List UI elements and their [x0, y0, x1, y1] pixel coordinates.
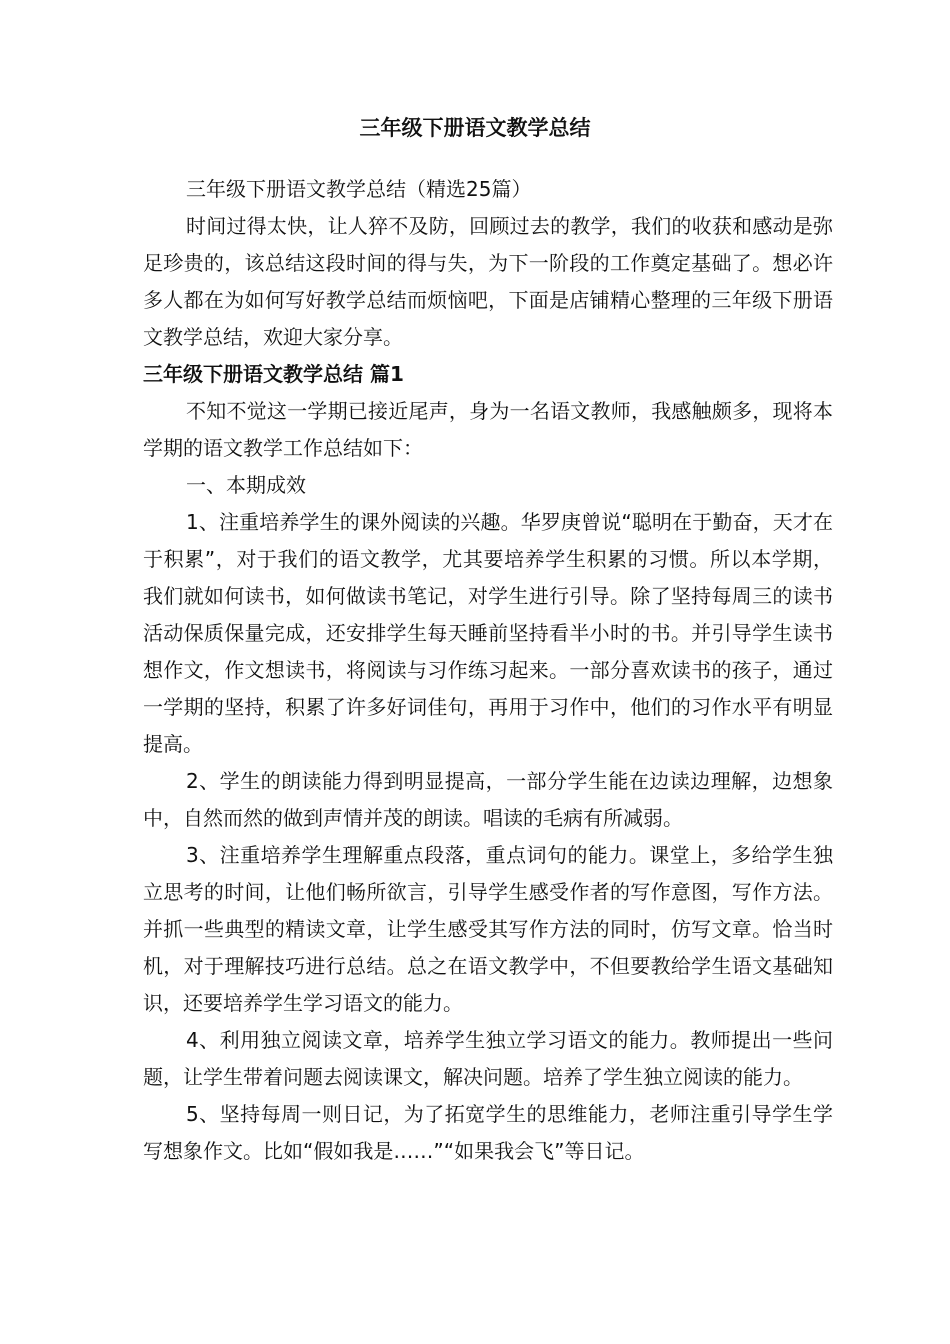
paragraph-opening: 不知不觉这一学期已接近尾声，身为一名语文教师，我感触颇多，现将本学期的语文教学工作总结如下： [143, 399, 833, 460]
paragraph-item-2: 2、学生的朗读能力得到明显提高，一部分学生能在边读边理解，边想象中，自然而然的做到声情并茂的朗读。唱读的毛病有所减弱。 [143, 769, 833, 830]
document-body [143, 171, 833, 1170]
document-title: 三年级下册语文教学总结 [359, 116, 591, 140]
paragraph-results-heading: 一、本期成效 [186, 473, 306, 497]
intro-paragraph: 时间过得太快，让人猝不及防，回顾过去的教学，我们的收获和感动是弥足珍贵的，该总结这段时间的得与失，为下一阶段的工作奠定基础了。想必许多人都在为如何写好教学总结而烦恼吧，下面是店铺精心整理的三年级下册语文教学总结，欢迎大家分享。 [143, 214, 833, 349]
subtitle-paragraph: 三年级下册语文教学总结（精选25篇） [186, 177, 532, 201]
paragraph-item-1: 1、注重培养学生的课外阅读的兴趣。华罗庚曾说“聪明在于勤奋，天才在于积累”，对于我们的语文教学，尤其要培养学生积累的习惯。所以本学期，我们就如何读书，如何做读书笔记，对学生进行引导。除了坚持每周三的读书活动保质保量完成，还安排学生每天睡前坚持看半小时的书。并引导学生读书想作文，作文想读书，将阅读与习作练习起来。一部分喜欢读书的孩子，通过一学期的坚持，积累了许多好词佳句，再用于习作中，他们的习作水平有明显提高。 [143, 510, 833, 756]
paragraph-item-3: 3、注重培养学生理解重点段落，重点词句的能力。课堂上，多给学生独立思考的时间，让他们畅所欲言，引导学生感受作者的写作意图，写作方法。并抓一些典型的精读文章，让学生感受其写作方法的同时，仿写文章。恰当时机，对于理解技巧进行总结。总之在语文教学中，不但要教给学生语文基础知识，还要培养学生学习语文的能力。 [143, 843, 833, 1015]
paragraph-item-5: 5、坚持每周一则日记，为了拓宽学生的思维能力，老师注重引导学生学写想象作文。比如“假如我是……”“如果我会飞”等日记。 [143, 1102, 833, 1163]
section-heading: 三年级下册语文教学总结 篇1 [143, 362, 404, 386]
paragraph-item-4: 4、利用独立阅读文章，培养学生独立学习语文的能力。教师提出一些问题，让学生带着问题去阅读课文，解决问题。培养了学生独立阅读的能力。 [143, 1028, 833, 1089]
